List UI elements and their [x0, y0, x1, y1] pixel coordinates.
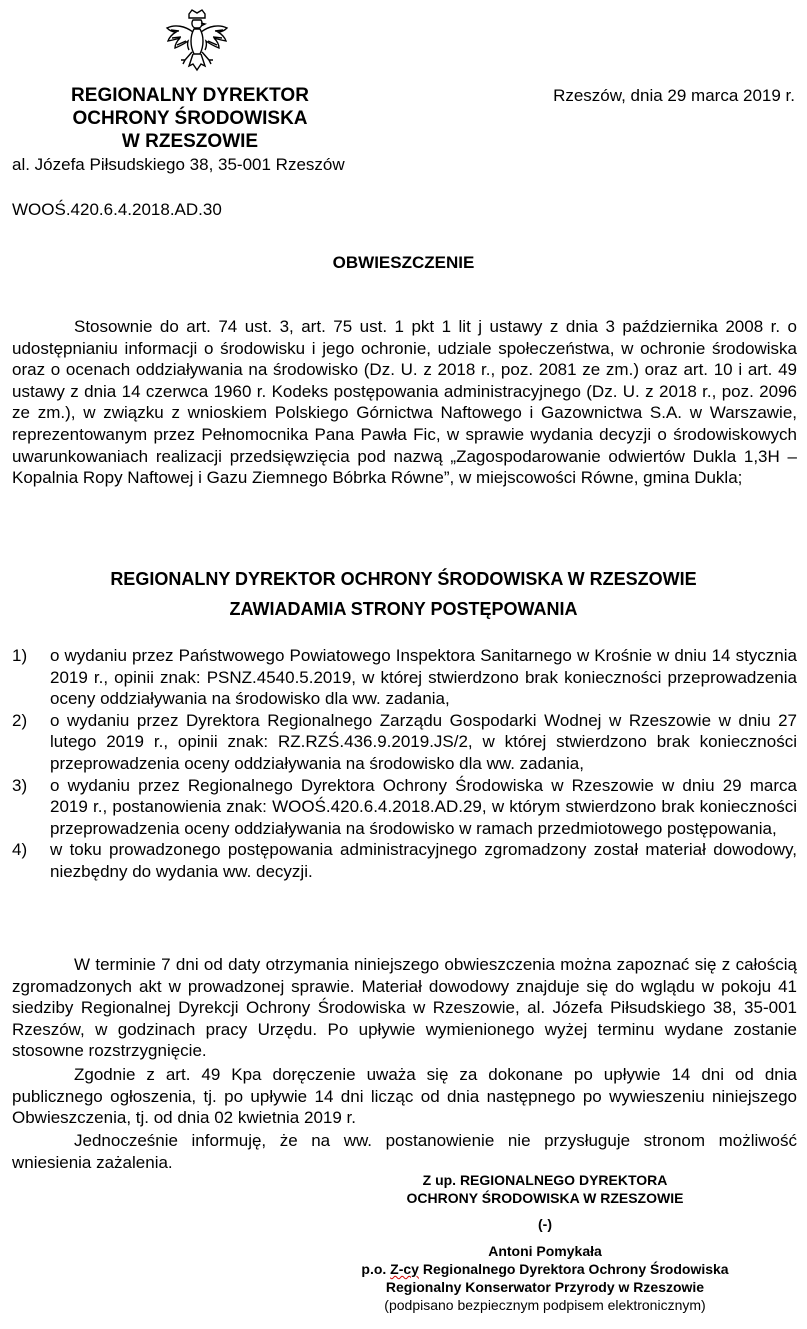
complaint-paragraph: Jednocześnie informuję, że na ww. postanowienie nie przysługuje stronom możliwość wniesienia zażalenia. — [12, 1131, 797, 1172]
signatory — [330, 1242, 760, 1296]
reference-number: WOOŚ.420.6.4.2018.AD.30 — [12, 200, 222, 219]
notification-list — [12, 645, 797, 883]
inspection-paragraph: W terminie 7 dni od daty otrzymania niniejszego obwieszczenia można zapoznać się z całością zgromadzonych akt w prowadzonej sprawie. Materiał dowodowy znajduje się do wglądu w pokoju 41 siedziby Regionalnej Dyrekcji Ochrony Środowiska w Rzeszowie, al. Józefa Piłsudskiego 38, 35-001 Rzeszów, w godzinach pracy Urzędu. Po upływie wymienionego wyżej terminu wydane zostanie stosowne rozstrzygnięcie. — [12, 955, 797, 1061]
announcement-subheading: ZAWIADAMIA STRONY POSTĘPOWANIA — [229, 599, 578, 619]
signatory-title-2: Regionalny Konserwator Przyrody w Rzeszowie — [385, 1279, 705, 1295]
delivery-paragraph: Zgodnie z art. 49 Kpa doręczenie uważa się za dokonane po upływie 14 dni od dnia publicznego ogłoszenia, tj. po upływie 14 dni licząc od dnia następnego po wywieszeniu niniejszego Obwieszczenia, tj. od dnia 02 kwietnia 2019 r. — [12, 1065, 797, 1128]
authority-name — [40, 84, 340, 153]
signatory-title-prefix: p.o. — [361, 1261, 391, 1277]
list-item-text: o wydaniu przez Regionalnego Dyrektora Ochrony Środowiska w Rzeszowie w dniu 29 marca 2019 r., postanowienia znak: WOOŚ.420.6.4.2018.AD.29, w którym stwierdzono brak konieczności przeprowadzenia oceny oddziaływania na środowisko w ramach przedmiotowego postępowania, — [50, 775, 797, 838]
signatory-title-abbrev: Z-cy — [390, 1261, 419, 1277]
list-item-number: 3) — [12, 775, 28, 795]
authority-address: al. Józefa Piłsudskiego 38, 35-001 Rzeszów — [12, 155, 345, 174]
signatory-title-rest: Regionalnego Dyrektora Ochrony Środowiska — [418, 1261, 729, 1277]
authority-line: OCHRONY ŚRODOWISKA — [72, 108, 308, 129]
signature-block-header — [330, 1171, 760, 1207]
list-item-text: o wydaniu przez Państwowego Powiatowego Inspektora Sanitarnego w Krośnie w dniu 14 stycznia 2019 r., opinii znak: PSNZ.4540.5.2019, w której stwierdzono brak konieczności przeprowadzenia oceny oddziaływania na środowisko dla ww. zadania, — [50, 646, 797, 709]
announcement-heading: REGIONALNY DYREKTOR OCHRONY ŚRODOWISKA W RZESZOWIE — [110, 569, 697, 589]
list-item-number: 1) — [12, 646, 28, 665]
list-item — [12, 710, 797, 775]
intro-paragraph: Stosownie do art. 74 ust. 3, art. 75 ust. 1 pkt 1 lit j ustawy z dnia 3 października 2008 r. o udostępnianiu informacji o środowisku i jego ochronie, udziale społeczeństwa, w ochronie środowiska oraz o ocenach oddziaływania na środowisko (Dz. U. z 2018 r., poz. 2081 ze zm.) oraz art. 10 i art. 49 ustawy z dnia 14 czerwca 1960 r. Kodeks postępowania administracyjnego (Dz. U. z 2018 r., poz. 2096 ze zm.), w związku z wnioskiem Polskiego Górnictwa Naftowego i Gazownictwa S.A. w Warszawie, reprezentowanym przez Pełnomocnika Pana Pawła Fic, w sprawie wydania decyzji o środowiskowych uwarunkowaniach realizacji przedsięwzięcia pod nazwą „Zagospodarowanie odwiertów Dukla 1,3H – Kopalnia Ropy Naftowej i Gazu Ziemnego Bóbrka Równe”, w miejscowości Równe, gmina Dukla; — [12, 317, 797, 488]
list-item — [12, 839, 797, 882]
polish-eagle-emblem-icon — [161, 8, 233, 80]
list-item-number: 2) — [12, 710, 28, 730]
authority-line: REGIONALNY DYREKTOR — [71, 85, 309, 106]
document-date: Rzeszów, dnia 29 marca 2019 r. — [553, 86, 795, 105]
list-item-text: w toku prowadzonego postępowania administracyjnego zgromadzony został materiał dowodowy, niezbędny do wydania ww. decyzji. — [50, 840, 797, 881]
list-item-text: o wydaniu przez Dyrektora Regionalnego Zarządu Gospodarki Wodnej w Rzeszowie w dniu 27 lutego 2019 r., opinii znak: RZ.RZŚ.436.9.2019.JS/2, w której stwierdzono brak konieczności przeprowadzenia oceny oddziaływania na środowisko dla ww. zadania, — [50, 710, 797, 773]
signature-note: (podpisano bezpiecznym podpisem elektronicznym) — [384, 1297, 706, 1313]
list-item-number: 4) — [12, 840, 28, 860]
list-item — [12, 775, 797, 840]
authority-line: W RZESZOWIE — [121, 131, 259, 152]
signatory-name: Antoni Pomykała — [488, 1243, 602, 1259]
signature-mark: (-) — [538, 1216, 552, 1232]
signature-line: OCHRONY ŚRODOWISKA W RZESZOWIE — [406, 1190, 684, 1206]
signatory-title — [330, 1260, 760, 1278]
document-title: OBWIESZCZENIE — [332, 253, 475, 272]
list-item — [12, 645, 797, 710]
signature-line: Z up. REGIONALNEGO DYREKTORA — [422, 1172, 668, 1188]
